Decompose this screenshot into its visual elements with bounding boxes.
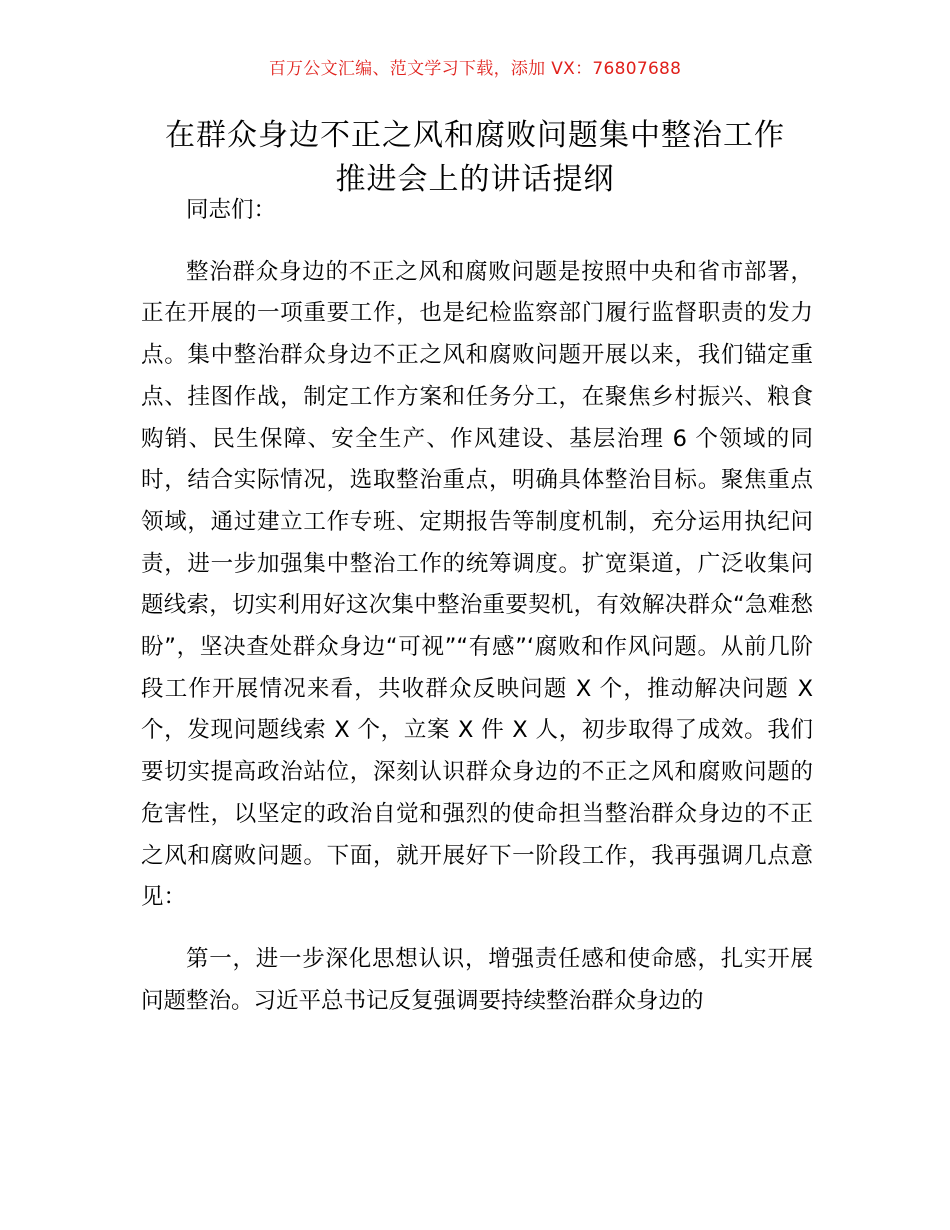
title-line-1: 在群众身边不正之风和腐败问题集中整治工作	[165, 118, 785, 153]
header-banner: 百万公文汇编、范文学习下载，添加 VX：76807688	[268, 59, 682, 79]
salutation: 同志们：	[186, 197, 277, 223]
paragraph-intro: 整治群众身边的不正之风和腐败问题是按照中央和省市部署，正在开展的一项重要工作，也是纪检监察部门履行监督职责的发力点。集中整治群众身边不正之风和腐败问题开展以来，我们锚定重点、挂图作战，制定工作方案和任务分工，在聚焦乡村振兴、粮食购销、民生保障、安全生产、作风建设、基层治理 6 个领域的同时，结合实际情况，选取整治重点，明确具体整治目标。聚焦重点领域，通过建立工作专班、定期报告等制度机制，充分运用执纪问责，进一步加强集中整治工作的统筹调度。扩宽渠道，广泛收集问题线索，切实利用好这次集中整治重要契机，有效解决群众“急难愁盼”，坚决查处群众身边“可视”“有感”‘腐败和作风问题。从前几阶段工作开展情况来看，共收群众反映问题 X 个，推动解决问题 X 个，发现问题线索 X 个，立案 X 件 X 人，初步取得了成效。我们要切实提高政治站位，深刻认识群众身边的不正之风和腐败问题的危害性，以坚定的政治自觉和强烈的使命担当整治群众身边的不正之风和腐败问题。下面，就开展好下一阶段工作，我再强调几点意见：	[141, 258, 813, 911]
document-title	[110, 114, 840, 202]
paragraph-point-one: 第一，进一步深化思想认识，增强责任感和使命感，扎实开展问题整治。习近平总书记反复强调要持续整治群众身边的	[141, 945, 813, 1014]
title-line-2: 推进会上的讲话提纲	[335, 162, 615, 197]
document-body	[141, 190, 813, 1022]
